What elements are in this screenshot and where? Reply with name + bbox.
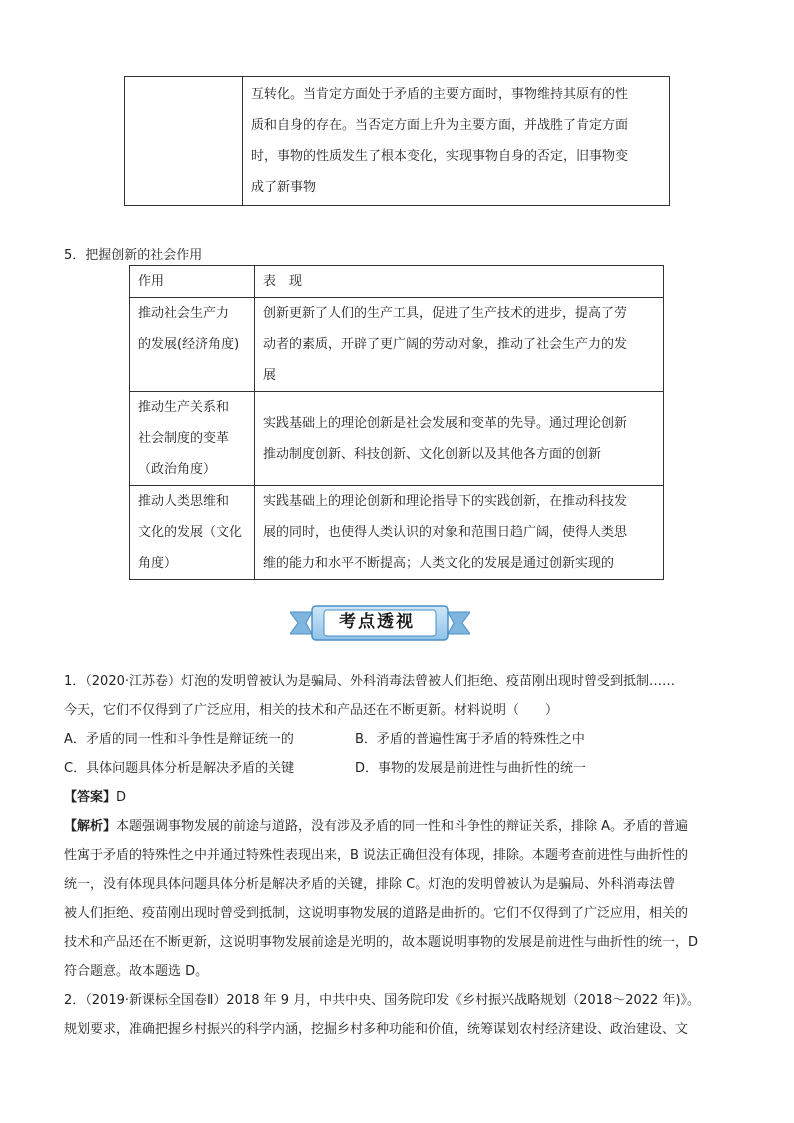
header-effect: 作用 — [130, 266, 255, 298]
table-cell-description — [243, 77, 670, 206]
effect-cell — [130, 392, 255, 486]
text-line: 被人们拒绝、疫苗刚出现时曾受到抵制，这说明事物发展的道路是曲折的。它们不仅得到了广泛应用，相关的 — [64, 906, 689, 921]
text-line: 推动社会生产力 — [138, 306, 230, 321]
text-line: 性寓于矛盾的特殊性之中并通过特殊性表现出来，B 说法正确但没有体现，排除。本题考查前进性与曲折性的 — [64, 848, 689, 863]
text-line: 创新更新了人们的生产工具，促进了生产技术的进步，提高了劳 — [263, 306, 628, 321]
text-line: 推动生产关系和 — [138, 400, 230, 415]
innovation-table — [129, 265, 664, 580]
question-stem: 2．（2019·新课标全国卷Ⅱ）2018 年 9 月，中共中央、国务院印发《乡村振兴战略规划（2018～2022 年)》。 — [64, 993, 701, 1008]
text-line: 成了新事物 — [251, 180, 317, 195]
table-row — [130, 298, 664, 392]
answer-label: 【答案】 — [64, 790, 117, 805]
options-row — [64, 754, 740, 783]
ribbon-right — [448, 612, 470, 634]
text-line: 本题强调事物发展的前途与道路，没有涉及矛盾的同一性和斗争性的辩证关系，排除 A。矛盾的普遍 — [116, 819, 689, 834]
table-empty-cell — [125, 77, 243, 206]
text-line: 质和自身的存在。当否定方面上升为主要方面，并战胜了肯定方面 — [251, 118, 629, 133]
effect-cell — [130, 486, 255, 580]
answer-line — [64, 783, 740, 812]
text-line: 展 — [263, 368, 277, 383]
table-header-row — [130, 266, 664, 298]
text-line: 维的能力和水平不断提高；人类文化的发展是通过创新实现的 — [263, 556, 615, 571]
text-line: 角度） — [138, 556, 178, 571]
options-row — [64, 725, 740, 754]
text-line: 互转化。当肯定方面处于矛盾的主要方面时，事物维持其原有的性 — [251, 87, 629, 102]
text-line: 社会制度的变革 — [138, 431, 230, 446]
question-2 — [64, 986, 740, 1044]
text-line: 的发展(经济角度) — [138, 337, 240, 352]
table-continuation — [124, 76, 670, 206]
question-stem: 规划要求，准确把握乡村振兴的科学内涵，挖掘乡村多种功能和价值，统筹谋划农村经济建设、政治建设、文 — [64, 1022, 689, 1037]
desc-cell — [255, 486, 664, 580]
desc-cell — [255, 298, 664, 392]
question-stem: 1．（2020·江苏卷）灯泡的发明曾被认为是骗局、外科消毒法曾被人们拒绝、疫苗刚出现时曾受到抵制…… — [64, 674, 675, 689]
table-row — [130, 392, 664, 486]
option-b: B．矛盾的普遍性寓于矛盾的特殊性之中 — [355, 732, 585, 747]
question-stem: 今天，它们不仅得到了广泛应用，相关的技术和产品还在不断更新。材料说明（ ） — [64, 703, 559, 718]
header-desc: 表 现 — [255, 266, 664, 298]
text-line: 符合题意。故本题选 D。 — [64, 964, 209, 979]
text-line: 统一，没有体现具体问题具体分析是解决矛盾的关键，排除 C。灯泡的发明曾被认为是骗局、外科消毒法曾 — [64, 877, 676, 892]
text-line: 展的同时，也使得人类认识的对象和范围日趋广阔，使得人类思 — [263, 525, 628, 540]
banner-title: 考点透视 — [339, 612, 415, 632]
text-line: 动者的素质，开辟了更广阔的劳动对象，推动了社会生产力的发 — [263, 337, 628, 352]
section-title: 5．把握创新的社会作用 — [64, 248, 203, 263]
analysis — [64, 812, 740, 986]
option-d: D．事物的发展是前进性与曲折性的统一 — [355, 761, 587, 776]
text-line: 时，事物的性质发生了根本变化，实现事物自身的否定，旧事物变 — [251, 149, 629, 164]
effect-cell — [130, 298, 255, 392]
table-row — [130, 486, 664, 580]
text-line: （政治角度） — [138, 462, 217, 477]
question-1 — [64, 667, 740, 1044]
analysis-label: 【解析】 — [64, 819, 117, 834]
option-a: A．矛盾的同一性和斗争性是辩证统一的 — [64, 732, 294, 747]
text-line: 实践基础上的理论创新是社会发展和变革的先导。通过理论创新 — [263, 415, 628, 431]
desc-cell — [255, 392, 664, 486]
text-line: 实践基础上的理论创新和理论指导下的实践创新，在推动科技发 — [263, 494, 628, 509]
text-line: 文化的发展（文化 — [138, 525, 243, 540]
ribbon-left — [290, 612, 312, 634]
text-line: 技术和产品还在不断更新，这说明事物发展前途是光明的，故本题说明事物的发展是前进性与曲折性的统一，D — [64, 935, 699, 950]
text-line: 推动制度创新、科技创新、文化创新以及其他各方面的创新 — [263, 446, 602, 462]
answer-value: D — [116, 790, 127, 805]
text-line: 推动人类思维和 — [138, 494, 230, 509]
option-c: C．具体问题具体分析是解决矛盾的关键 — [64, 761, 295, 776]
